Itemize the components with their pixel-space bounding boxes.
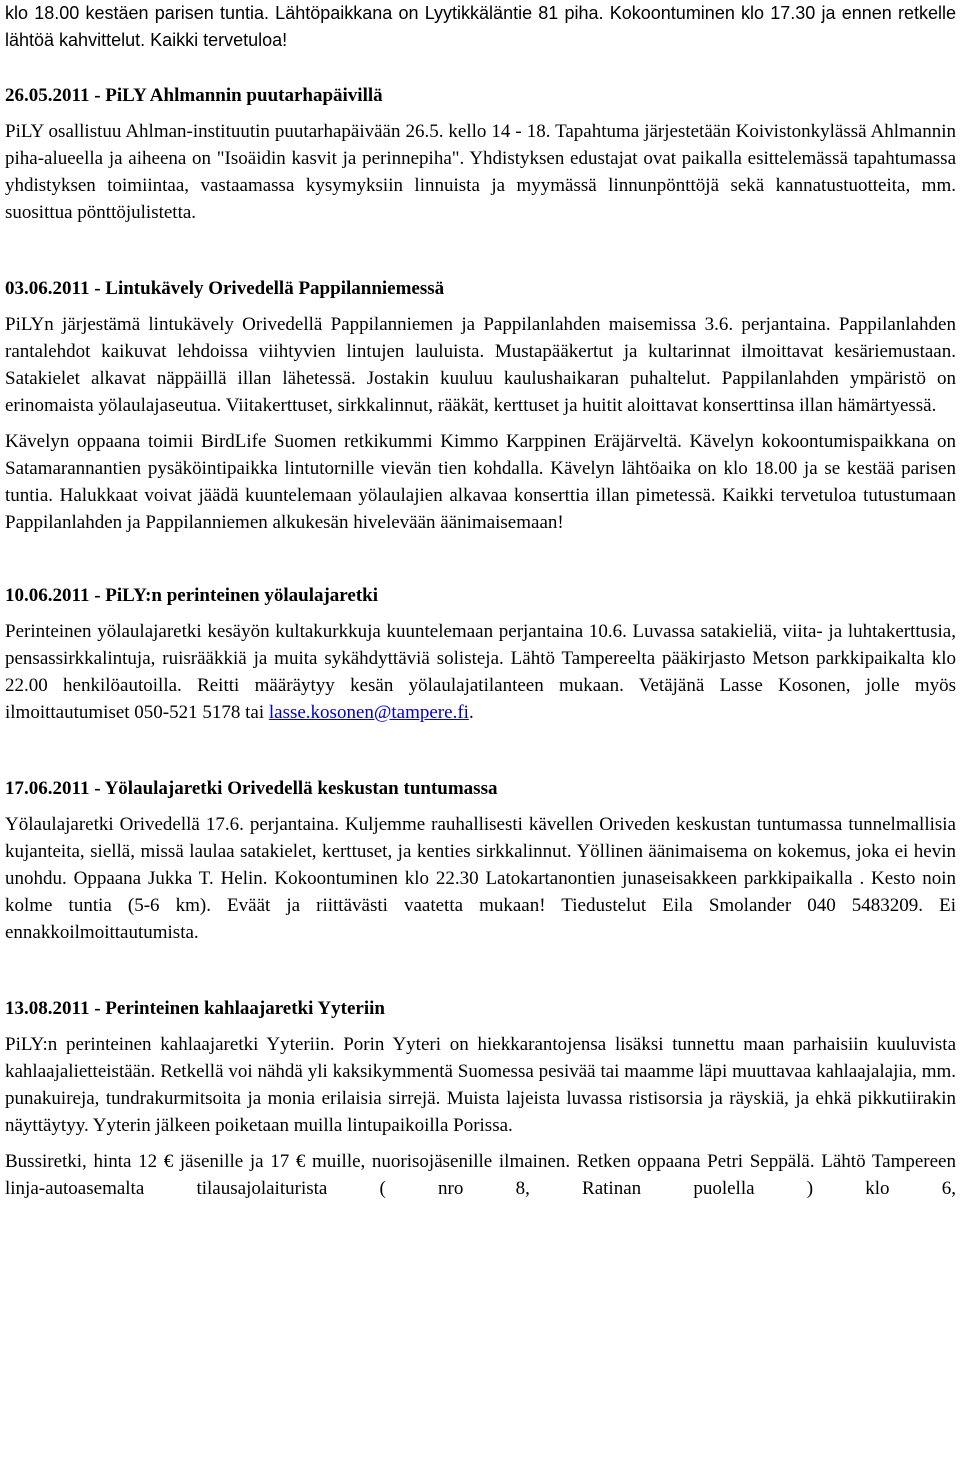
event-paragraph: [5, 618, 956, 726]
email-link[interactable]: lasse.kosonen@tampere.fi: [268, 702, 469, 723]
event-heading: 26.05.2011 - PiLY Ahlmannin puutarhapäivillä: [5, 85, 383, 106]
spacer: [5, 226, 956, 275]
event-paragraph: PiLYn järjestämä lintukävely Orivedellä Pappilanniemen ja Pappilanlahden maisemissa 3.6. perjantaina. Pappilanlahden rantalehdot kaikuvat lehdoissa viihtyvien lintujen lauluista. Mustapääkertut ja kultarinnat ilmoittavat kesäriemustaan. Satakielet alkavat näppäillä illan lähetessä. Jostakin kuuluu kaulushaikaran puhaltelut. Pappilanlahden ympäristö on erinomaista yölaulajaseutua. Viitakerttuset, sirkkalinnut, rääkät, kerttuset ja huitit aloittavat konserttinsa illan hämärtyessä.: [5, 314, 956, 416]
event-paragraph: Bussiretki, hinta 12 € jäsenille ja 17 € muille, nuorisojäsenille ilmainen. Retken oppaana Petri Seppälä. Lähtö Tampereen linja-autoasemalta tilausajolaiturista ( nro 8, Ratinan puolella ) klo 6,: [5, 1151, 956, 1199]
spacer: [5, 946, 956, 995]
spacer: [5, 536, 956, 582]
spacer: [5, 109, 956, 118]
event-heading: 03.06.2011 - Lintukävely Orivedellä Pappilanniemessä: [5, 278, 445, 299]
spacer: [5, 54, 956, 82]
event-paragraph: PiLY:n perinteinen kahlaajaretki Yyteriin. Porin Yyteri on hiekkarantojensa lisäksi tunnettu maan parhaisiin kuuluvista kahlaajalietteistään. Retkellä voi nähdä yli kaksikymmentä Suomessa pesivää tai maamme läpi muuttavaa kahlaajalajia, mm. punakuireja, tundrakurmitsoita ja monia erilaisia sirrejä. Muista lajeista luvassa ristisorsia ja räyskiä, ja ehkä pikkutiirakin näyttäytyy. Yyterin jälkeen poiketaan muilla lintupaikoilla Porissa.: [5, 1034, 956, 1136]
spacer: [5, 419, 956, 428]
event-paragraph: PiLY osallistuu Ahlman-instituutin puutarhapäivään 26.5. kello 14 - 18. Tapahtuma järjestetään Koivistonkylässä Ahlmannin piha-alueella ja aiheena on "Isoäidin kasvit ja perinnepiha". Yhdistyksen edustajat ovat paikalla esittelemässä tapahtumassa yhdistyksen toimiintaa, vastaamassa kysymyksiin linnuista ja myymässä linnunpönttöjä sekä kannatustuotteita, mm. suosittua pönttöjulistetta.: [5, 121, 956, 223]
spacer: [5, 802, 956, 811]
event-paragraph: Yölaulajaretki Orivedellä 17.6. perjantaina. Kuljemme rauhallisesti kävellen Oriveden keskustan tuntumassa tunnelmallisia kujanteita, siellä, missä laulaa satakielet, kerttuset, ja kenties sirkkalinnut. Yöllinen äänimaisema on kokemus, joka ei hevin unohdu. Oppaana Jukka T. Helin. Kokoontuminen klo 22.30 Latokartanontien junaseisakkeen parkkipaikalla . Kesto noin kolme tuntia (5-6 km). Eväät ja riittävästi vaatetta mukaan! Tiedustelut Eila Smolander 040 5483209. Ei ennakkoilmoittautumista.: [5, 814, 956, 943]
event-heading: 13.08.2011 - Perinteinen kahlaajaretki Yyteriin: [5, 998, 385, 1019]
intro-paragraph: klo 18.00 kestäen parisen tuntia. Lähtöpaikkana on Lyytikkäläntie 81 piha. Kokoontuminen klo 17.30 ja ennen retkelle lähtöä kahvittelut. Kaikki tervetuloa!: [5, 3, 956, 50]
paragraph-text: .: [468, 702, 474, 723]
spacer: [5, 726, 956, 775]
paragraph-text: Perinteinen yölaulajaretki kesäyön kultakurkkuja kuuntelemaan perjantaina 10.6. Luvassa satakieliä, viita- ja luhtakerttusia, pensassirkkalintuja, ruisrääkkiä ja muita sykähdyttäviä solisteja. Lähtö Tampereelta pääkirjasto Metson parkkipaikalta klo 22.00 henkilöautoilla. Reitti määräytyy kesän yölaulajatilanteen mukaan. Vetäjänä Lasse Kosonen, jolle myös ilmoittautumiset 050-521 5178 tai: [5, 621, 956, 723]
spacer: [5, 1022, 956, 1031]
spacer: [5, 1139, 956, 1148]
document-page: [5, 0, 956, 1202]
spacer: [5, 302, 956, 311]
event-heading: 10.06.2011 - PiLY:n perinteinen yölaulajaretki: [5, 585, 378, 606]
spacer: [5, 609, 956, 618]
event-heading: 17.06.2011 - Yölaulajaretki Orivedellä keskustan tuntumassa: [5, 778, 498, 799]
event-paragraph: Kävelyn oppaana toimii BirdLife Suomen retkikummi Kimmo Karppinen Eräjärveltä. Kävelyn kokoontumispaikkana on Satamarannantien pysäköintipaikka lintutornille vievän tien kohdalla. Kävelyn lähtöaika on klo 18.00 ja se kestää parisen tuntia. Halukkaat voivat jäädä kuuntelemaan yölaulajien alkavaa konserttia illan pimetessä. Kaikki tervetuloa tutustumaan Pappilanlahden ja Pappilanniemen alkukesän hivelevään äänimaisemaan!: [5, 431, 956, 533]
